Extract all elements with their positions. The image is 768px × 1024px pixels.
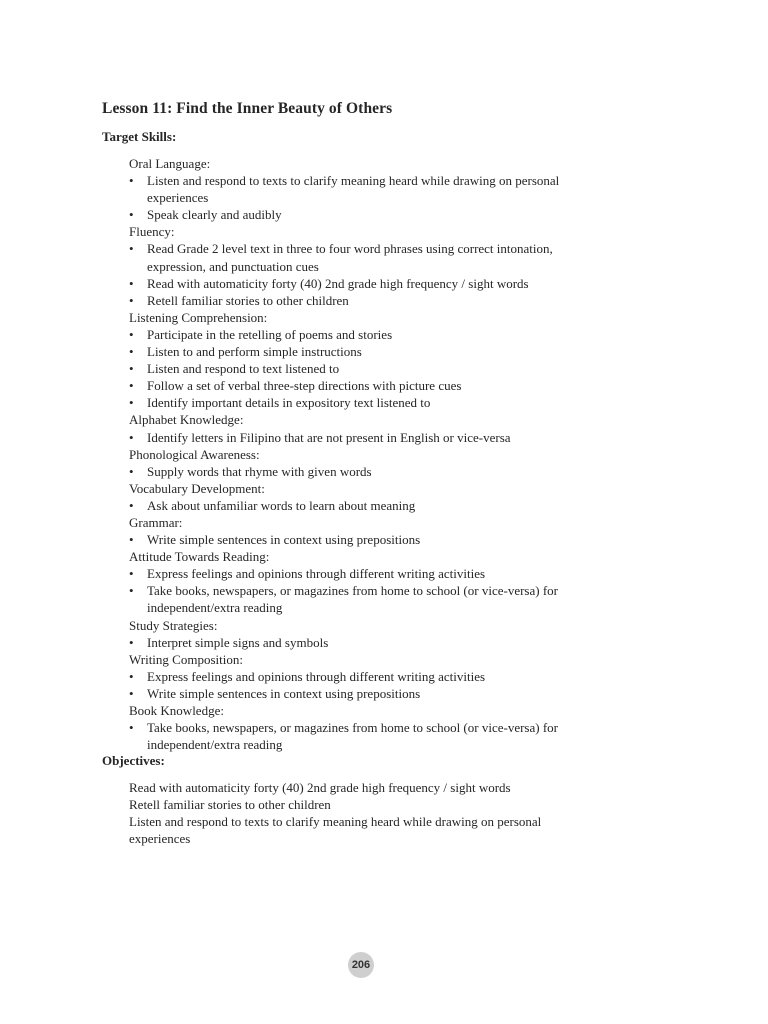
skill-item-text: Follow a set of verbal three-step directions with picture cues (147, 378, 462, 394)
skill-item-text: Take books, newspapers, or magazines from home to school (or vice-versa) for (147, 583, 558, 599)
skill-item (0, 582, 768, 599)
objective-item-continuation: experiences (129, 831, 191, 847)
skill-category-label: Study Strategies: (129, 617, 218, 633)
skill-category-label: Book Knowledge: (129, 703, 224, 718)
objective-item: Read with automaticity forty (40) 2nd grade high frequency / sight words (129, 780, 511, 795)
bullet-marker: • (129, 634, 134, 650)
bullet-marker: • (129, 378, 134, 394)
bullet-marker: • (129, 566, 134, 582)
skill-item (0, 565, 768, 582)
bullet-marker: • (129, 292, 134, 308)
page-number: 206 (348, 952, 374, 978)
bullet-marker: • (129, 344, 134, 360)
bullet-marker: • (129, 361, 134, 377)
objective-item: Listen and respond to texts to clarify meaning heard while drawing on personal (129, 814, 542, 830)
bullet-marker: • (129, 463, 134, 479)
skill-item-text: Express feelings and opinions through different writing activities (147, 668, 486, 684)
bullet-marker: • (129, 720, 134, 736)
bullet-marker: • (129, 497, 134, 513)
skill-item-text: Write simple sentences in context using prepositions (147, 685, 421, 701)
bullet-marker: • (129, 429, 134, 445)
skill-item-text: Supply words that rhyme with given words (147, 463, 372, 479)
skill-item-text: Read Grade 2 level text in three to four word phrases using correct intonation, (147, 241, 553, 257)
lesson-title: Lesson 11: Find the Inner Beauty of Others (102, 100, 393, 117)
target-skills-list (0, 155, 768, 753)
skill-category-label: Writing Composition: (129, 651, 243, 667)
bullet-marker: • (129, 275, 134, 291)
bullet-marker: • (129, 173, 134, 189)
bullet-marker: • (129, 207, 134, 223)
skill-item-text: Write simple sentences in context using prepositions (147, 532, 421, 548)
skill-category-label: Vocabulary Development: (129, 480, 265, 496)
skill-item (0, 240, 768, 257)
bullet-marker: • (129, 583, 134, 599)
bullet-marker: • (129, 326, 134, 342)
skill-item-text: Express feelings and opinions through different writing activities (147, 566, 486, 582)
skill-item (0, 326, 768, 343)
skill-item-text: Take books, newspapers, or magazines from home to school (or vice-versa) for (147, 720, 558, 736)
skill-category-label: Phonological Awareness: (129, 446, 260, 462)
target-skills-heading: Target Skills: (102, 129, 177, 144)
objectives-heading: Objectives: (102, 753, 165, 768)
skill-item-continuation: expression, and punctuation cues (147, 258, 319, 274)
skill-item-text: Interpret simple signs and symbols (147, 634, 329, 650)
skill-item-text: Listen and respond to text listened to (147, 361, 340, 377)
skill-item (0, 343, 768, 360)
skill-item-continuation: independent/extra reading (147, 600, 283, 616)
skill-category-label: Grammar: (129, 514, 183, 530)
skill-item (0, 360, 768, 377)
skill-item-text: Speak clearly and audibly (147, 207, 282, 223)
skill-item (0, 531, 768, 548)
skill-item-continuation: experiences (147, 190, 209, 206)
skill-item (0, 668, 768, 685)
skill-item-text: Listen to and perform simple instructions (147, 344, 362, 360)
objectives-list (0, 779, 768, 847)
skill-category-label: Fluency: (129, 224, 175, 240)
skill-item (0, 206, 768, 223)
skill-item (0, 172, 768, 189)
skill-item-text: Identify important details in expository text listened to (147, 395, 431, 411)
skill-category-label: Alphabet Knowledge: (129, 412, 244, 428)
skill-category-label: Listening Comprehension: (129, 309, 268, 325)
bullet-marker: • (129, 395, 134, 411)
skill-item-text: Participate in the retelling of poems and stories (147, 326, 393, 342)
skill-item-continuation: independent/extra reading (147, 737, 283, 753)
skill-item (0, 719, 768, 736)
skill-item-text: Retell familiar stories to other children (147, 292, 349, 308)
skill-item (0, 394, 768, 411)
skill-item (0, 685, 768, 702)
skill-category-label: Attitude Towards Reading: (129, 549, 270, 565)
skill-item-text: Identify letters in Filipino that are not present in English or vice-versa (147, 429, 511, 445)
skill-item (0, 463, 768, 480)
skill-category-label: Oral Language: (129, 156, 211, 171)
bullet-marker: • (129, 668, 134, 684)
skill-item (0, 429, 768, 446)
bullet-marker: • (129, 532, 134, 548)
skill-item (0, 377, 768, 394)
skill-item-text: Ask about unfamiliar words to learn about meaning (147, 497, 416, 513)
skill-item (0, 275, 768, 292)
skill-item-text: Listen and respond to texts to clarify meaning heard while drawing on personal (147, 173, 560, 189)
skill-item-text: Read with automaticity forty (40) 2nd grade high frequency / sight words (147, 275, 529, 291)
bullet-marker: • (129, 685, 134, 701)
bullet-marker: • (129, 241, 134, 257)
skill-item (0, 497, 768, 514)
skill-item (0, 292, 768, 309)
skill-item (0, 634, 768, 651)
objective-item: Retell familiar stories to other children (129, 797, 331, 813)
